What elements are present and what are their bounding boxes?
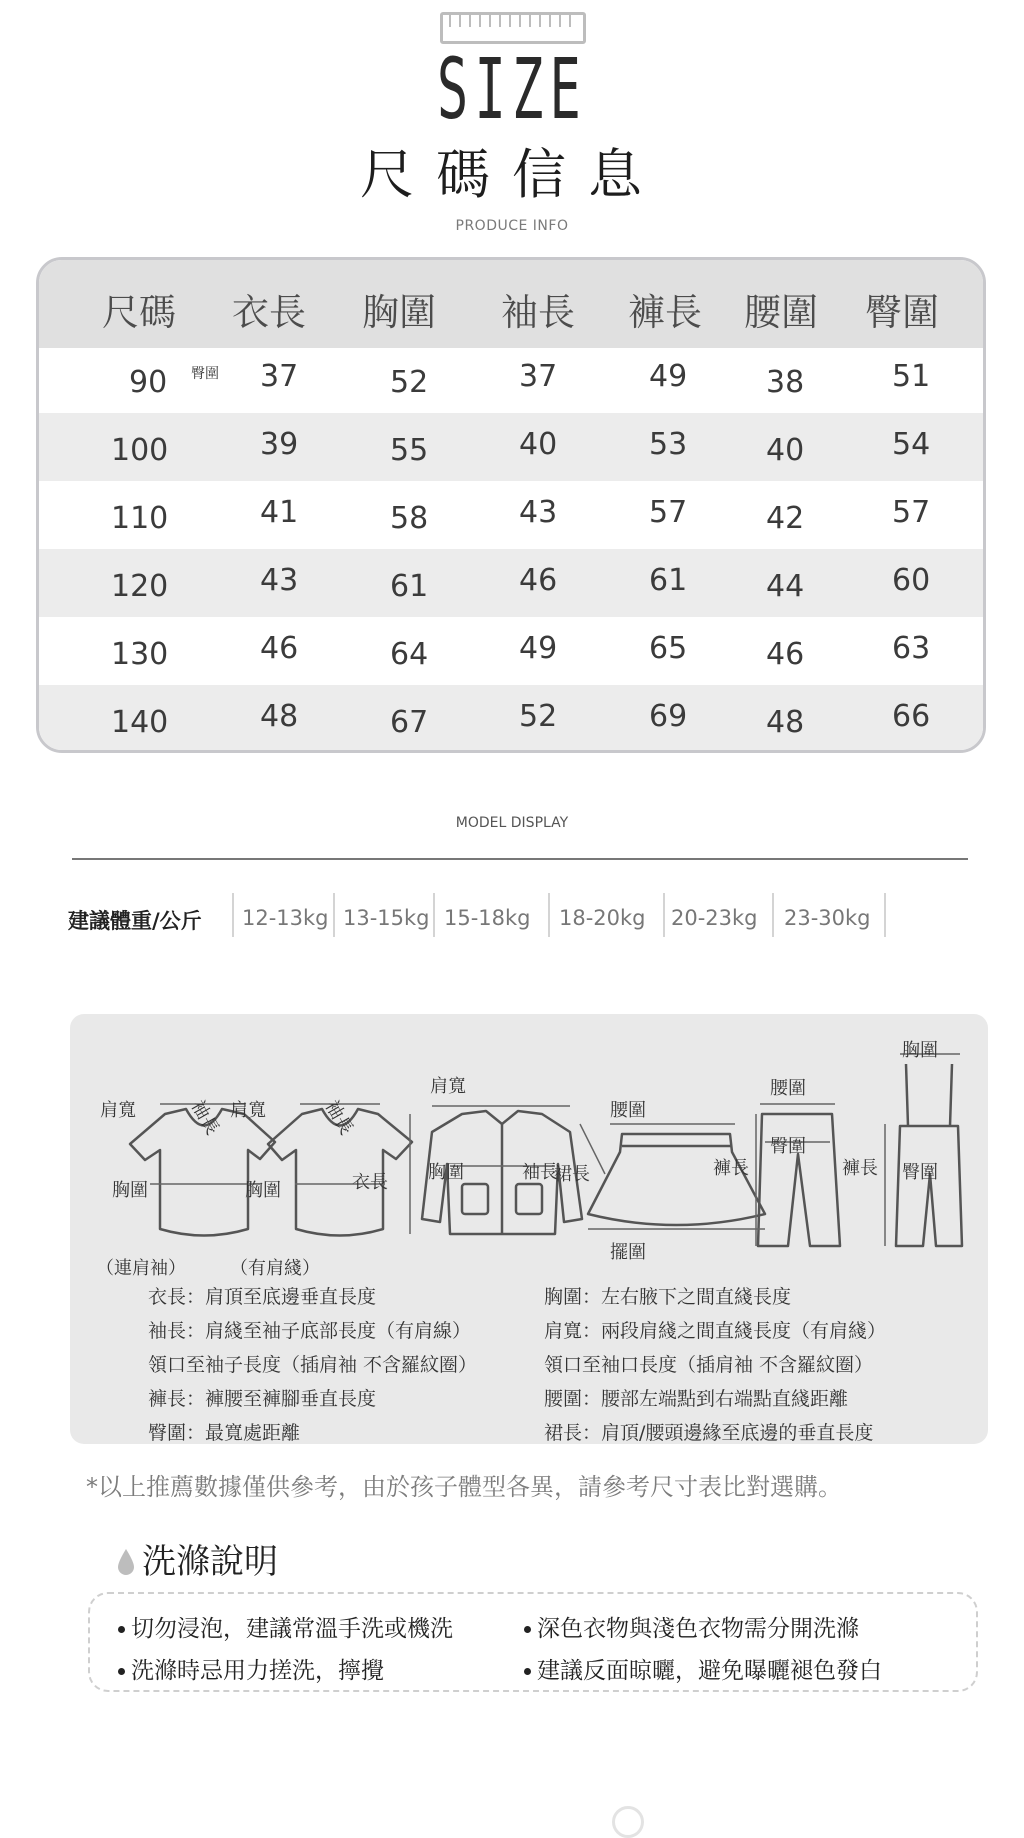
weight-value: 15-18kg — [444, 906, 531, 930]
weight-value: 12-13kg — [242, 906, 329, 930]
label-length: 衣長 — [352, 1172, 388, 1193]
label-pants-length: 褲長 — [713, 1158, 749, 1179]
label-chest: 胸圍 — [428, 1162, 464, 1183]
label-shoulder: 肩寬 — [100, 1100, 136, 1121]
note-chest: 胸圍：左右腋下之間直綫長度 — [544, 1286, 792, 1308]
page-subtitle: PRODUCE INFO — [455, 218, 569, 234]
cell-chest: 58 — [390, 501, 429, 536]
weight-value: 20-23kg — [671, 906, 758, 930]
list-item: 切勿浸泡，建議常溫手洗或機洗 — [118, 1610, 453, 1643]
divider — [663, 893, 665, 937]
label-waist: 腰圍 — [770, 1078, 806, 1099]
cell-waist: 42 — [766, 501, 805, 536]
cell-pants: 57 — [649, 495, 688, 530]
model-display-label: MODEL DISPLAY — [455, 815, 569, 831]
cell-length: 41 — [260, 495, 299, 530]
table-row — [39, 549, 983, 617]
overalls-icon — [896, 1064, 962, 1246]
label-shoulder-seam: （有肩綫） — [230, 1258, 320, 1279]
cell-hip: 54 — [892, 427, 931, 462]
col-header-sleeve: 袖長 — [501, 291, 575, 334]
weight-value: 18-20kg — [559, 906, 646, 930]
cell-length: 48 — [260, 699, 299, 734]
cell-hip: 60 — [892, 563, 931, 598]
decorative-circle — [612, 1806, 644, 1838]
cell-chest: 52 — [390, 365, 429, 400]
cell-pants: 69 — [649, 699, 688, 734]
cell-chest: 64 — [390, 637, 429, 672]
cell-length: 46 — [260, 631, 299, 666]
divider — [772, 893, 774, 937]
divider — [548, 893, 550, 937]
label-chest: 胸圍 — [245, 1180, 281, 1201]
table-row — [39, 345, 983, 413]
table-row — [39, 481, 983, 549]
table-row — [39, 617, 983, 685]
label-sleeve: 袖長 — [522, 1162, 558, 1183]
cell-size: 110 — [111, 501, 169, 536]
cell-sleeve: 52 — [519, 699, 558, 734]
label-chest: 胸圍 — [112, 1180, 148, 1201]
note-length: 衣長：肩頂至底邊垂直長度 — [148, 1286, 377, 1308]
cell-size: 140 — [111, 705, 169, 740]
divider — [884, 893, 886, 937]
divider — [232, 893, 234, 937]
cell-waist: 38 — [766, 365, 805, 400]
cell-length: 39 — [260, 427, 299, 462]
label-chest: 胸圍 — [902, 1040, 938, 1061]
col-header-pants: 褲長 — [628, 291, 702, 334]
cell-waist: 48 — [766, 705, 805, 740]
weight-value: 23-30kg — [784, 906, 871, 930]
label-pants-length: 褲長 — [842, 1158, 878, 1179]
label-sleeve: 袖長 — [186, 1096, 223, 1139]
note-skirt: 裙長：肩頂/腰頭邊緣至底邊的垂直長度 — [544, 1422, 874, 1444]
label-shoulder: 肩寬 — [430, 1076, 466, 1097]
note-pants: 褲長：褲腰至褲腳垂直長度 — [148, 1388, 377, 1410]
cell-sleeve: 43 — [519, 495, 558, 530]
note-shoulder: 肩寬：兩段肩綫之間直綫長度（有肩綫） — [544, 1320, 887, 1342]
list-item: 深色衣物與淺色衣物需分開洗滌 — [524, 1610, 859, 1643]
cell-pants: 61 — [649, 563, 688, 598]
measurement-diagram — [70, 1014, 988, 1444]
cell-length: 43 — [260, 563, 299, 598]
cell-hip: 63 — [892, 631, 931, 666]
cell-hip: 66 — [892, 699, 931, 734]
note-hip: 臀圍：最寬處距離 — [148, 1422, 301, 1444]
table-header — [39, 260, 983, 348]
cell-sleeve: 40 — [519, 427, 558, 462]
table-row — [39, 685, 983, 753]
cell-waist: 40 — [766, 433, 805, 468]
cell-chest: 67 — [390, 705, 429, 740]
cell-pants: 53 — [649, 427, 688, 462]
cell-size: 90 — [129, 365, 168, 400]
label-hip: 臀圍 — [770, 1136, 806, 1157]
washing-title: 洗滌說明 — [142, 1542, 278, 1582]
cell-chest: 61 — [390, 569, 429, 604]
cell-pants: 65 — [649, 631, 688, 666]
col-header-chest: 胸圍 — [362, 291, 436, 334]
label-raglan: （連肩袖） — [96, 1258, 186, 1279]
col-header-waist: 腰圍 — [744, 291, 818, 334]
cell-sleeve: 46 — [519, 563, 558, 598]
divider — [433, 893, 435, 937]
disclaimer: *以上推薦數據僅供參考，由於孩子體型各異，請參考尺寸表比對選購。 — [86, 1473, 842, 1501]
cell-hip: 51 — [892, 359, 931, 394]
note-raglan: 領口至袖子長度（插肩袖 不含羅紋圈） — [148, 1354, 478, 1376]
water-drop-icon — [116, 1548, 136, 1576]
label-hip: 臀圍 — [902, 1162, 938, 1183]
size-heading: SIZE — [436, 40, 588, 138]
list-item: 建議反面晾曬，避免曝曬褪色發白 — [524, 1652, 882, 1685]
cell-waist: 44 — [766, 569, 805, 604]
weight-value: 13-15kg — [343, 906, 430, 930]
cell-size: 120 — [111, 569, 169, 604]
list-item: 洗滌時忌用力搓洗，擰攪 — [118, 1652, 384, 1685]
divider — [333, 893, 335, 937]
label-hem: 擺圍 — [610, 1242, 646, 1263]
cell-length: 37 — [260, 359, 299, 394]
table-row — [39, 413, 983, 481]
col-header-size: 尺碼 — [102, 291, 176, 334]
size-table — [36, 257, 986, 753]
note-sleeve: 袖長：肩綫至袖子底部長度（有肩線） — [148, 1320, 472, 1342]
page-title: 尺碼信息 — [360, 143, 664, 206]
note-raglan-sleeve: 領口至袖口長度（插肩袖 不含羅紋圈） — [544, 1354, 874, 1376]
weight-label: 建議體重/公斤 — [68, 909, 202, 933]
label-shoulder: 肩寬 — [230, 1100, 266, 1121]
washing-instructions — [88, 1592, 978, 1692]
cell-size: 100 — [111, 433, 169, 468]
cell-chest: 55 — [390, 433, 429, 468]
label-sleeve: 袖長 — [320, 1096, 357, 1139]
cell-hip: 57 — [892, 495, 931, 530]
row-tag: 臀圍 — [191, 366, 219, 382]
divider — [72, 858, 968, 860]
col-header-hip: 臀圍 — [865, 291, 939, 334]
label-skirt-length: 裙長 — [554, 1164, 590, 1185]
cell-waist: 46 — [766, 637, 805, 672]
label-waist: 腰圍 — [610, 1100, 646, 1121]
cell-pants: 49 — [649, 359, 688, 394]
cell-sleeve: 37 — [519, 359, 558, 394]
note-waist: 腰圍：腰部左端點到右端點直綫距離 — [544, 1388, 849, 1410]
cell-sleeve: 49 — [519, 631, 558, 666]
cell-size: 130 — [111, 637, 169, 672]
col-header-length: 衣長 — [232, 291, 306, 334]
